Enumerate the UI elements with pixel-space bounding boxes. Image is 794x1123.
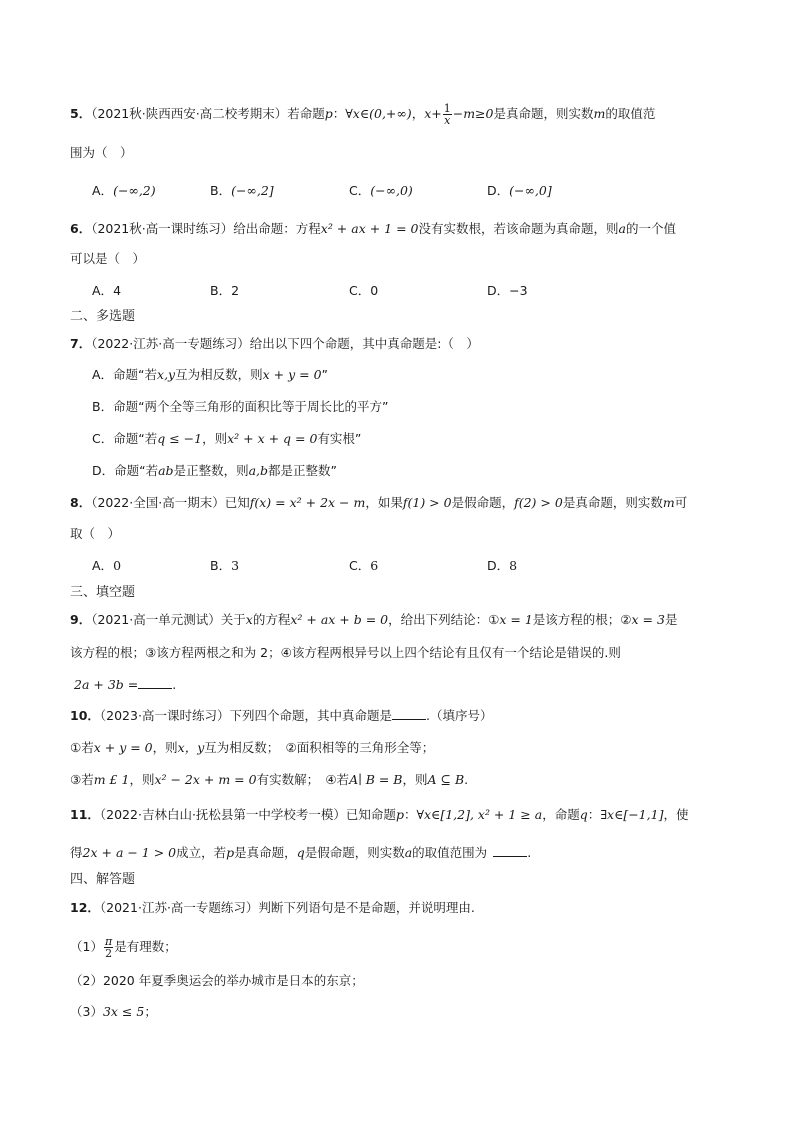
math-expr: x+ — [424, 106, 442, 121]
option-d: D．8 — [487, 558, 518, 573]
option-c: C．命题“若q ≤ −1，则x² + x + q = 0有实根” — [92, 431, 362, 446]
question-9-line-3: 2a + 3b = . — [74, 677, 177, 692]
option-a: A．命题“若x,y互为相反数，则x + y = 0” — [92, 367, 329, 382]
question-6-line-2: 可以是（ ） — [70, 251, 146, 266]
option-c: C．0 — [349, 283, 379, 298]
question-source: （2022·吉林白山·抚松县第一中学校考一模） — [99, 807, 346, 822]
question-10-line-2: ①若x + y = 0，则x，y互为相反数； ②面积相等的三角形全等； — [70, 740, 435, 755]
question-11-line-2: 得2x + a − 1 > 0成立，若p是真命题，q是假命题，则实数a的取值范围为 . — [70, 845, 532, 860]
option-c: C．(−∞,0) — [349, 183, 413, 198]
question-12-item-1: （1） $\frac{\pi}{2}$ 是有理数； — [70, 935, 177, 960]
question-number: 6． — [70, 221, 92, 236]
option-a: A．4 — [92, 283, 122, 298]
option-b: B．(−∞,2] — [210, 183, 274, 198]
fraction: $\frac{1}{x}$ — [443, 102, 451, 127]
question-12-line-1: 12．（2021·江苏·高一专题练习）判断下列语句是不是命题，并说明理由. — [70, 900, 475, 915]
question-11-line-1: 11．（2022·吉林白山·抚松县第一中学校考一模）已知命题p：∀x∈[1,2], x² + 1 ≥ a，命题q：∃x∈[−1,1]，使 — [70, 807, 689, 822]
question-number: 5． — [70, 106, 92, 121]
question-9-line-1: 9．（2021·高一单元测试）关于x的方程x² + ax + b = 0，给出下列结论：①x = 1是该方程的根；②x = 3是 — [70, 612, 678, 627]
question-5-line-2: 围为（ ） — [70, 145, 133, 160]
math-expr: x² + ax + 1 = 0 — [320, 221, 419, 236]
question-source: （2021·江苏·高一专题练习） — [99, 900, 259, 915]
option-b: B．3 — [210, 558, 240, 573]
question-source: （2021秋·高一课时练习） — [91, 221, 234, 236]
question-10-line-1: 10．（2023·高一课时练习）下列四个命题，其中真命题是 .（填序号） — [70, 708, 493, 723]
question-number: 8． — [70, 495, 92, 510]
option-a: A．0 — [92, 558, 122, 573]
option-a: A．(−∞,2) — [92, 183, 156, 198]
section-heading: 二、多选题 — [70, 309, 136, 324]
question-source: （2022·江苏·高一专题练习） — [91, 336, 250, 351]
question-12-item-3: （3）3x ≤ 5； — [70, 1004, 157, 1019]
question-source: （2021秋·陕西西安·高二校考期末） — [91, 106, 288, 121]
math-expr: x² + ax + b = 0 — [290, 612, 389, 627]
answer-blank[interactable] — [392, 707, 426, 720]
option-d: D．(−∞,0] — [487, 183, 552, 198]
section-heading: 三、填空题 — [70, 585, 136, 600]
question-9-line-2: 该方程的根；③该方程两根之和为 2；④该方程两根异号以上四个结论有且仅有一个结论是错误的.则 — [70, 645, 621, 660]
math-expr: −m≥0 — [452, 106, 494, 121]
answer-blank[interactable] — [493, 844, 527, 857]
question-number: 11． — [70, 807, 100, 822]
option-b: B．命题“两个全等三角形的面积比等于周长比的平方” — [92, 399, 389, 414]
question-8-line-2: 取（ ） — [70, 526, 121, 541]
question-7-line-1: 7．（2022·江苏·高一专题练习）给出以下四个命题，其中真命题是:（ ） — [70, 336, 479, 351]
question-number: 7． — [70, 336, 92, 351]
answer-blank[interactable] — [138, 676, 172, 689]
math-expr: ∀x∈(0,+∞) — [345, 106, 412, 121]
question-source: （2021·高一单元测试） — [91, 612, 221, 627]
option-d: D．命题“若ab是正整数，则a,b都是正整数” — [92, 463, 338, 478]
question-number: 10． — [70, 708, 100, 723]
question-source: （2022·全国·高一期末） — [91, 495, 225, 510]
question-6-line-1: 6．（2021秋·高一课时练习）给出命题：方程x² + ax + 1 = 0没有实数根，若该命题为真命题，则a的一个值 — [70, 221, 676, 236]
question-number: 9． — [70, 612, 92, 627]
question-8-line-1: 8．（2022·全国·高一期末）已知f(x) = x² + 2x − m，如果f(1) > 0是假命题，f(2) > 0是真命题，则实数m可 — [70, 495, 688, 510]
option-b: B．2 — [210, 283, 240, 298]
option-d: D．−3 — [487, 283, 528, 298]
question-5-line-1: 5．（2021秋·陕西西安·高二校考期末）若命题p：∀x∈(0,+∞)，x+ $\frac{1}{x}$ −m≥0是真命题，则实数m的取值范 — [70, 102, 656, 127]
question-number: 12． — [70, 900, 100, 915]
question-source: （2023·高一课时练习） — [99, 708, 230, 723]
math-expr: f(x) = x² + 2x − m — [249, 495, 366, 510]
question-12-item-2: （2）2020 年夏季奥运会的举办城市是日本的东京； — [70, 973, 364, 988]
section-heading: 四、解答题 — [70, 872, 136, 887]
question-10-line-3: ③若m £ 1，则x² − 2x + m = 0有实数解； ④若A∣ B = B，则A ⊆ B. — [70, 772, 469, 787]
option-c: C．6 — [349, 558, 379, 573]
fraction: $\frac{\pi}{2}$ — [104, 935, 113, 960]
